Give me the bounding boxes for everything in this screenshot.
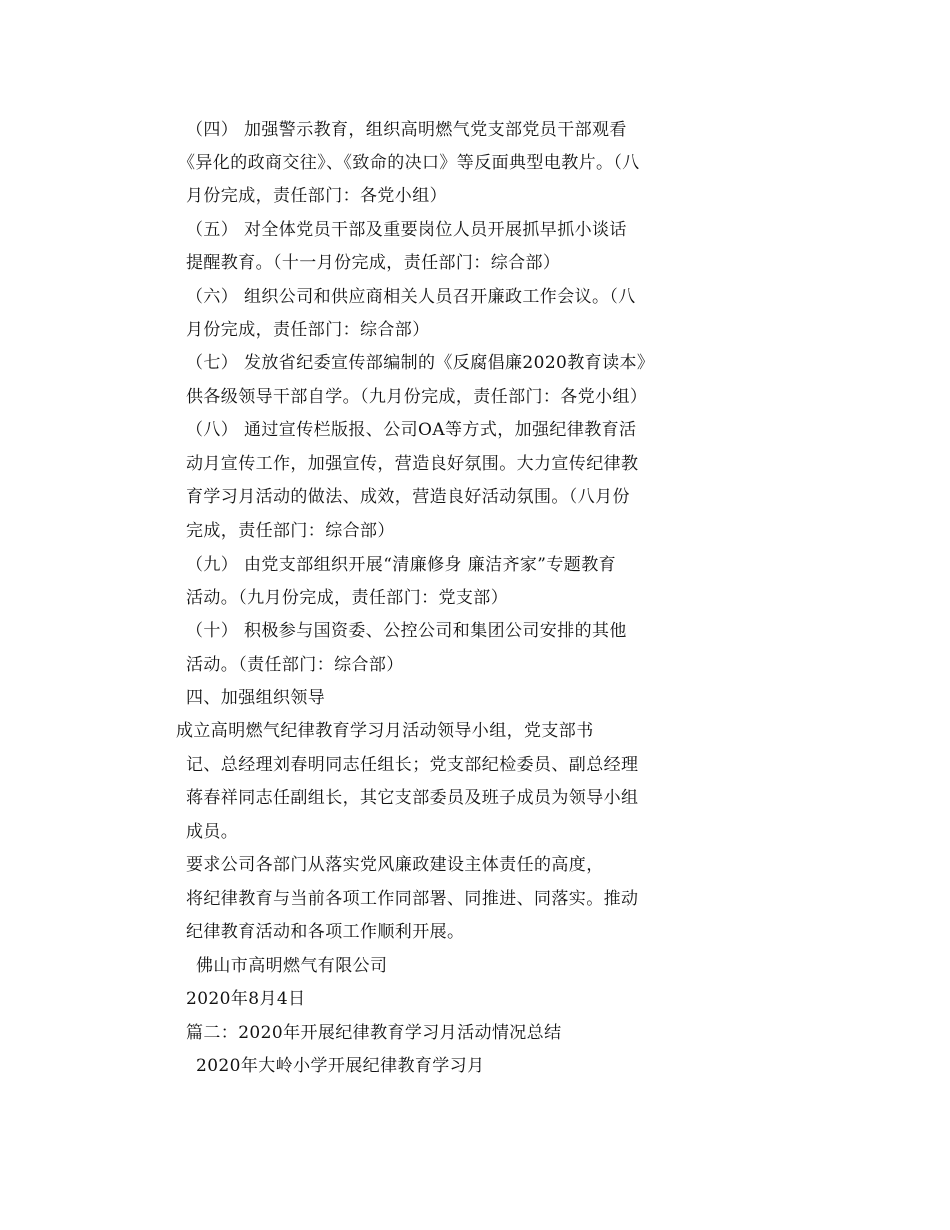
text-line: 蒋春祥同志任副组长，其它支部委员及班子成员为领导小组 <box>186 788 639 808</box>
text-line: 将纪律教育与当前各项工作同部署、同推进、同落实。推动 <box>186 889 639 909</box>
text-line: 成立高明燃气纪律教育学习月活动领导小组，党支部书 <box>176 721 594 741</box>
text-line: （八） 通过宣传栏版报、公司OA等方式，加强纪律教育活 <box>186 420 637 440</box>
date-line: 2020年8月4日 <box>186 989 306 1009</box>
text-line: （五） 对全体党员干部及重要岗位人员开展抓早抓小谈话 <box>186 220 627 240</box>
text-line: 提醒教育。（十一月份完成，责任部门：综合部） <box>186 253 561 273</box>
text-line: 成员。 <box>186 822 239 842</box>
text-line: 活动。（责任部门：综合部） <box>186 655 404 675</box>
text-line: 完成，责任部门：综合部） <box>186 521 395 541</box>
text-line: （七） 发放省纪委宣传部编制的《反腐倡廉2020教育读本》 <box>186 353 655 373</box>
text-line: 月份完成，责任部门：综合部） <box>186 320 430 340</box>
text-line: 月份完成，责任部门：各党小组） <box>186 186 447 206</box>
text-line: （九） 由党支部组织开展“清廉修身 廉洁齐家”专题教育 <box>186 555 616 575</box>
text-line: 动月宣传工作，加强宣传，营造良好氛围。大力宣传纪律教 <box>186 454 639 474</box>
section-heading: 四、加强组织领导 <box>186 688 326 708</box>
text-line: 要求公司各部门从落实党风廉政建设主体责任的高度， <box>186 855 604 875</box>
text-line: 2020年大岭小学开展纪律教育学习月 <box>196 1056 485 1076</box>
article-title: 篇二：2020年开展纪律教育学习月活动情况总结 <box>186 1023 562 1043</box>
text-line: （四） 加强警示教育，组织高明燃气党支部党员干部观看 <box>186 120 627 140</box>
text-line: （十） 积极参与国资委、公控公司和集团公司安排的其他 <box>186 621 627 641</box>
text-line: 记、总经理刘春明同志任组长；党支部纪检委员、副总经理 <box>186 755 639 775</box>
text-line: 纪律教育活动和各项工作顺利开展。 <box>186 922 465 942</box>
text-line: 供各级领导干部自学。（九月份完成，责任部门：各党小组） <box>186 387 648 407</box>
text-line: 育学习月活动的做法、成效，营造良好活动氛围。（八月份 <box>186 487 630 507</box>
text-line: （六） 组织公司和供应商相关人员召开廉政工作会议。（八 <box>186 287 636 307</box>
text-line: 活动。（九月份完成，责任部门：党支部） <box>186 588 509 608</box>
company-name: 佛山市高明燃气有限公司 <box>196 956 388 976</box>
text-line: 《异化的政商交往》、《致命的决口》等反面典型电教片。（八 <box>178 153 640 173</box>
